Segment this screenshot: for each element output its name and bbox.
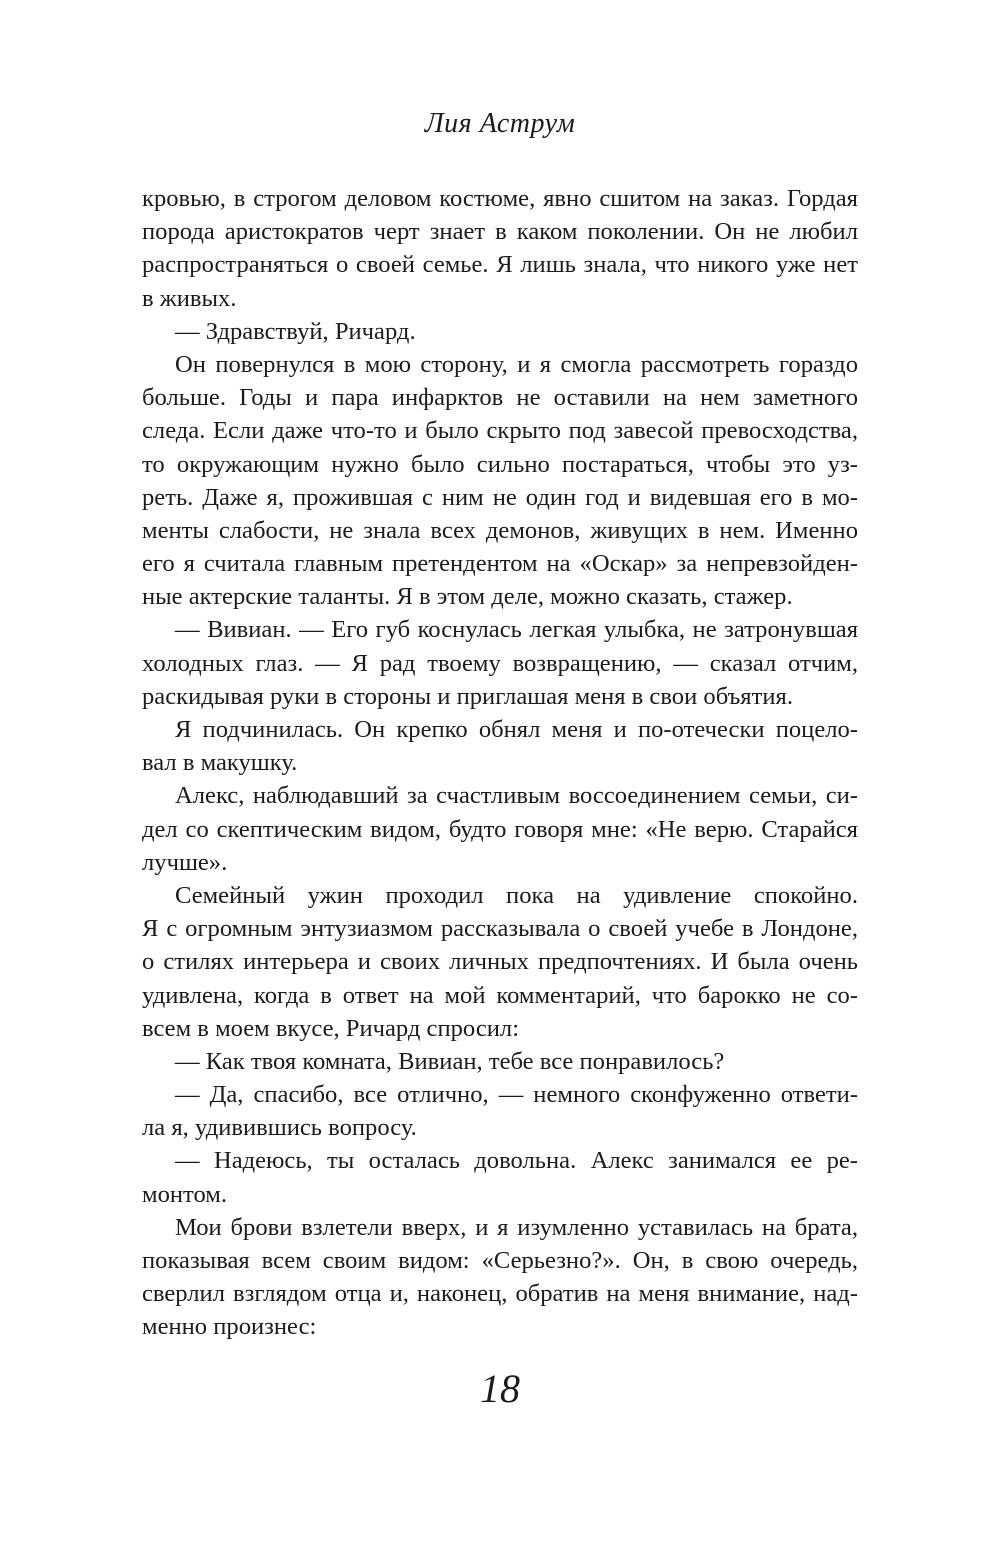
text-line: порода аристократов черт знает в каком поколении. Он не любил — [142, 218, 858, 246]
text-line: о стилях интерьера и своих личных предпочтениях. И была очень — [142, 948, 858, 976]
text-line: всем в моем вкусе, Ричард спросил: — [142, 1014, 520, 1042]
paragraph — [142, 713, 858, 779]
text-line: то окружающим нужно было сильно постараться, чтобы это уз- — [142, 450, 858, 478]
paragraph — [142, 1078, 858, 1144]
text-line: сверлил взглядом отца и, наконец, обратив на меня внимание, над- — [142, 1280, 858, 1308]
text-line: — Да, спасибо, все отлично, — немного сконфуженно ответи- — [175, 1081, 858, 1109]
running-header-author: Лия Аструм — [424, 108, 576, 139]
text-line: — Как твоя комната, Вивиан, тебе все понравилось? — [175, 1047, 725, 1075]
paragraph — [142, 613, 858, 713]
text-line: Мои брови взлетели вверх, и я изумленно уставилась на брата, — [175, 1213, 858, 1241]
page-number: 18 — [480, 1366, 520, 1411]
paragraph — [142, 315, 858, 348]
paragraph — [142, 348, 858, 614]
paragraph — [142, 1144, 858, 1210]
text-line: удивлена, когда в ответ на мой комментарий, что барокко не со- — [142, 981, 858, 1009]
page-body — [142, 182, 858, 1344]
text-line: менно произнес: — [142, 1313, 317, 1341]
paragraph — [142, 1045, 858, 1078]
text-line: показывая всем своим видом: «Серьезно?». Он, в свою очередь, — [142, 1247, 858, 1274]
text-line: Семейный ужин проходил пока на удивление спокойно. — [175, 881, 858, 909]
text-line: Алекс, наблюдавший за счастливым воссоединением семьи, си- — [175, 782, 858, 810]
text-line: распространяться о своей семье. Я лишь знала, что никого уже нет — [142, 251, 858, 279]
text-line: раскидывая руки в стороны и приглашая меня в свои объятия. — [142, 682, 793, 710]
text-line: кровью, в строгом деловом костюме, явно сшитом на заказ. Гордая — [142, 185, 858, 212]
text-line: Я с огромным энтузиазмом рассказывала о своей учебе в Лондоне, — [142, 915, 858, 943]
text-line: ла я, удивившись вопросу. — [142, 1114, 417, 1142]
paragraph — [142, 182, 858, 315]
text-line: Я подчинилась. Он крепко обнял меня и по-отечески поцело- — [175, 716, 858, 743]
paragraph — [142, 779, 858, 879]
text-line: следа. Если даже что-то и было скрыто под завесой превосходства, — [142, 417, 858, 445]
text-line: вал в макушку. — [142, 749, 298, 777]
paragraph — [142, 879, 858, 1045]
text-line: монтом. — [142, 1180, 227, 1208]
text-line: в живых. — [142, 284, 237, 312]
paragraph — [142, 1211, 858, 1344]
text-line: Он повернулся в мою сторону, и я смогла рассмотреть гораздо — [175, 350, 858, 378]
text-line: его я считала главным претендентом на «Оскар» за непревзойден- — [142, 550, 858, 578]
text-line: холодных глаз. — Я рад твоему возвращению, — сказал отчим, — [142, 649, 858, 677]
text-line: — Надеюсь, ты осталась довольна. Алекс занимался ее ре- — [175, 1147, 858, 1175]
text-line: менты слабости, не знала всех демонов, живущих в нем. Именно — [142, 516, 858, 544]
text-line: больше. Годы и пара инфарктов не оставили на нем заметного — [142, 384, 858, 412]
text-line: — Здравствуй, Ричард. — [175, 317, 416, 345]
text-line: реть. Даже я, прожившая с ним не один год и видевшая его в мо- — [142, 483, 858, 511]
text-line: дел со скептическим видом, будто говоря мне: «Не верю. Старайся — [142, 815, 858, 843]
text-line: ные актерские таланты. Я в этом деле, можно сказать, стажер. — [142, 583, 793, 611]
text-line: — Вивиан. — Его губ коснулась легкая улыбка, не затронувшая — [175, 616, 858, 644]
text-line: лучше». — [142, 848, 228, 876]
